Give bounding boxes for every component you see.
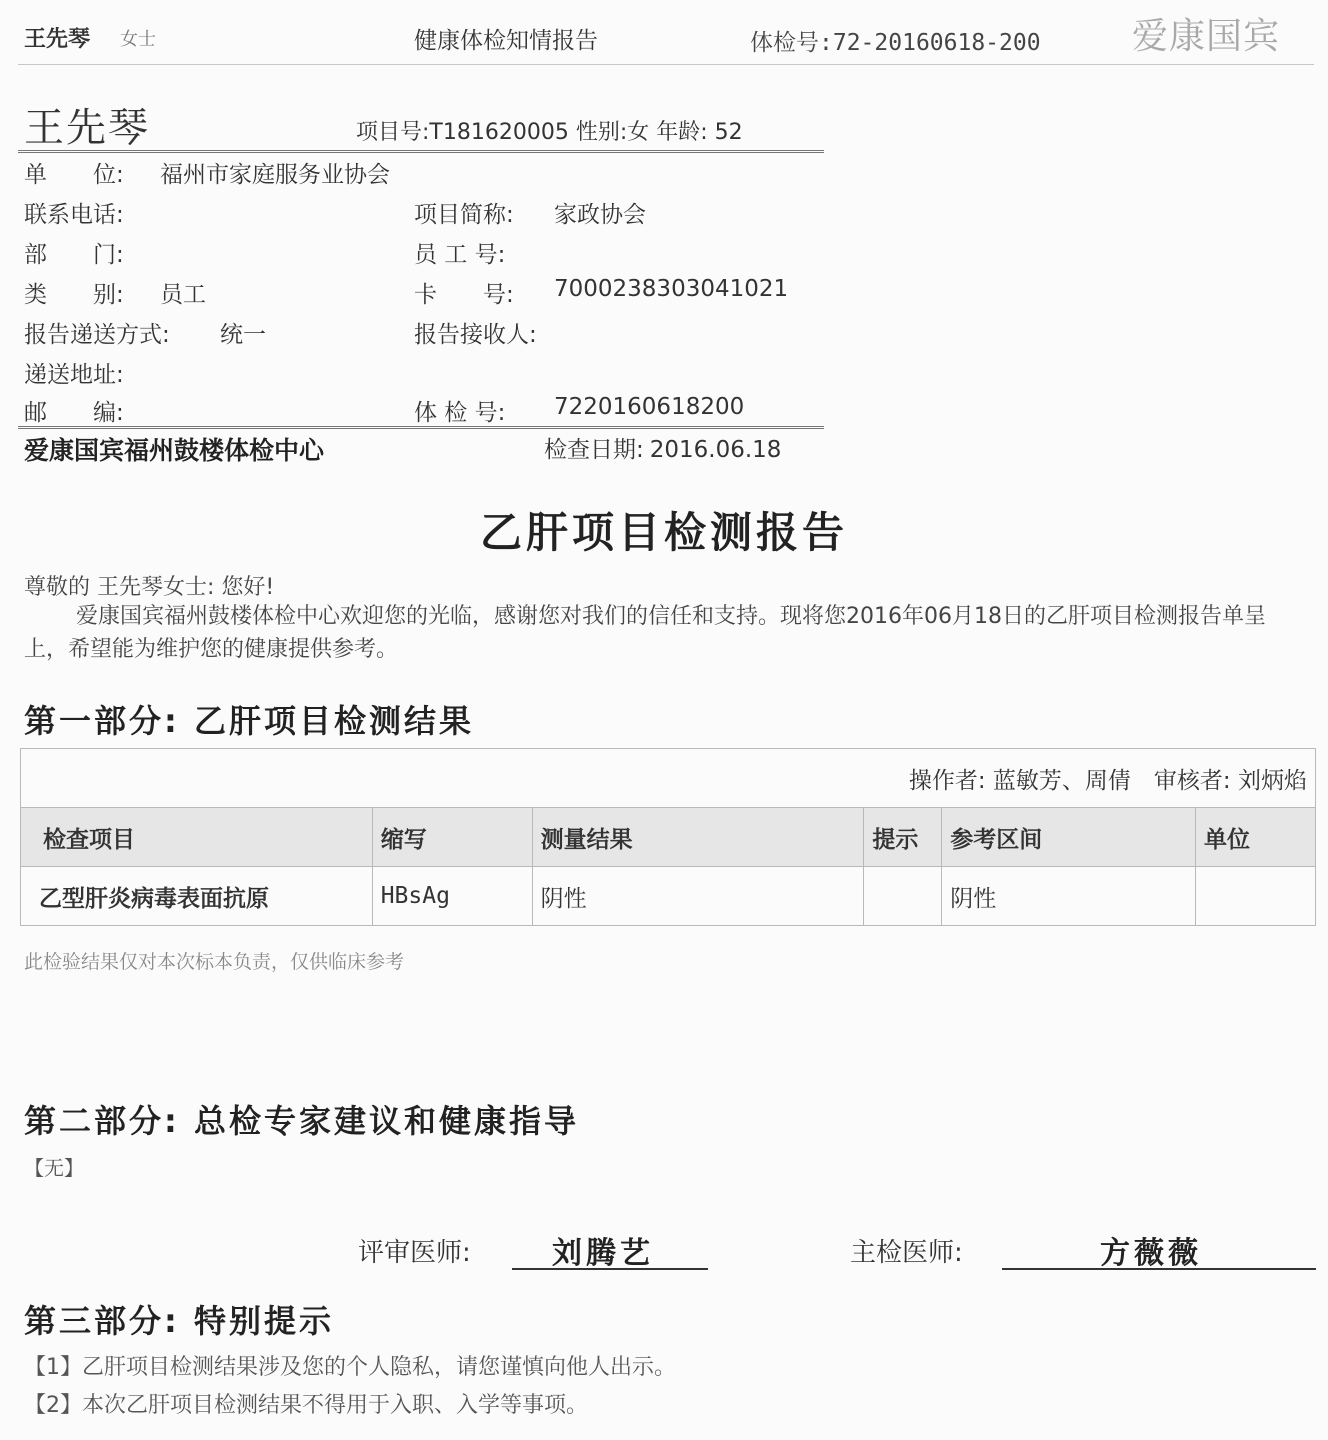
exam-no2-label: 体 检 号:	[414, 400, 506, 426]
reviewer-signature-line	[512, 1268, 708, 1270]
header-exam-number	[750, 24, 1041, 57]
postcode-label: 邮 编:	[24, 400, 124, 426]
header-doc-title: 健康体检知情报告	[414, 28, 598, 54]
advice-content: 【无】	[24, 1156, 84, 1180]
cell-unit	[1196, 867, 1316, 926]
table-header-row	[21, 808, 1316, 867]
special-note-2: 【2】本次乙肝项目检测结果不得用于入职、入学等事项。	[24, 1393, 588, 1418]
phone-label: 联系电话:	[24, 202, 124, 228]
check-date-label: 检查日期:	[544, 437, 644, 463]
project-gender-age-line: 项目号:T181620005 性别:女 年龄: 52	[356, 120, 743, 145]
cell-abbr: HBsAg	[372, 867, 532, 926]
category-value: 员工	[160, 282, 206, 308]
col-header-hint: 提示	[864, 808, 942, 867]
col-header-abbr: 缩写	[372, 808, 532, 867]
brand-logo-text: 爱康国宾	[1132, 16, 1281, 57]
part3-title: 第三部分: 特别提示	[24, 1302, 334, 1340]
intro-paragraph: 爱康国宾福州鼓楼体检中心欢迎您的光临，感谢您对我们的信任和支持。现将您2016年06月18日的乙肝项目检测报告单呈上，希望能为维护您的健康提供参考。	[24, 604, 1266, 662]
col-header-reference: 参考区间	[942, 808, 1196, 867]
report-title: 乙肝项目检测报告	[479, 508, 848, 557]
project-short-label: 项目简称:	[414, 202, 514, 228]
unit-label: 单 位:	[24, 162, 124, 188]
exam-no2-value: 7220160618200	[554, 394, 745, 420]
delivery-value: 统一	[220, 322, 266, 348]
category-label: 类 别:	[24, 282, 124, 308]
check-date	[544, 431, 781, 464]
cell-result: 阴性	[532, 867, 864, 926]
header-exam-no-label: 体检号:	[750, 30, 833, 56]
col-header-result: 测量结果	[532, 808, 864, 867]
col-header-unit: 单位	[1196, 808, 1316, 867]
card-label: 卡 号:	[414, 282, 514, 308]
chief-label: 主检医师:	[850, 1238, 963, 1268]
part1-title: 第一部分: 乙肝项目检测结果	[24, 702, 474, 740]
header-divider	[18, 64, 1314, 65]
disclaimer-text: 此检验结果仅对本次标本负责，仅供临床参考	[24, 951, 405, 973]
check-date-value: 2016.06.18	[649, 437, 782, 463]
patient-name-large: 王先琴	[24, 105, 150, 151]
chief-signature-line	[1002, 1268, 1316, 1270]
part2-title: 第二部分: 总检专家建议和健康指导	[24, 1102, 579, 1140]
header-exam-no-value: 72-20160618-200	[832, 30, 1041, 56]
operators-row	[21, 749, 1316, 808]
reviewer-label: 评审医师:	[358, 1238, 471, 1268]
special-note-1: 【1】乙肝项目检测结果涉及您的个人隐私，请您谨慎向他人出示。	[24, 1355, 676, 1380]
cell-item: 乙型肝炎病毒表面抗原	[21, 867, 373, 926]
employee-no-label: 员 工 号:	[414, 242, 506, 268]
operators-text: 操作者: 蓝敏芳、周倩 审核者: 刘炳焰	[21, 749, 1316, 808]
header-patient-name: 王先琴	[24, 27, 91, 52]
reviewer-signature: 刘腾艺	[552, 1236, 654, 1271]
chief-signature: 方薇薇	[1100, 1236, 1202, 1271]
cell-hint	[864, 867, 942, 926]
patient-block-bottom-rule	[18, 426, 824, 429]
greeting-text: 尊敬的 王先琴女士: 您好!	[24, 575, 275, 600]
col-header-item: 检查项目	[21, 808, 373, 867]
dept-label: 部 门:	[24, 242, 124, 268]
patient-block-top-rule	[18, 150, 824, 153]
address-label: 递送地址:	[24, 362, 124, 388]
card-value: 7000238303041021	[554, 276, 789, 302]
delivery-label: 报告递送方式:	[24, 322, 170, 348]
exam-center-name: 爱康国宾福州鼓楼体检中心	[24, 436, 325, 465]
result-table	[20, 748, 1316, 926]
header-salutation: 女士	[120, 29, 156, 50]
unit-value: 福州市家庭服务业协会	[160, 162, 390, 188]
receiver-label: 报告接收人:	[414, 322, 537, 348]
cell-reference: 阴性	[942, 867, 1196, 926]
project-short-value: 家政协会	[554, 202, 646, 228]
table-row	[21, 867, 1316, 926]
